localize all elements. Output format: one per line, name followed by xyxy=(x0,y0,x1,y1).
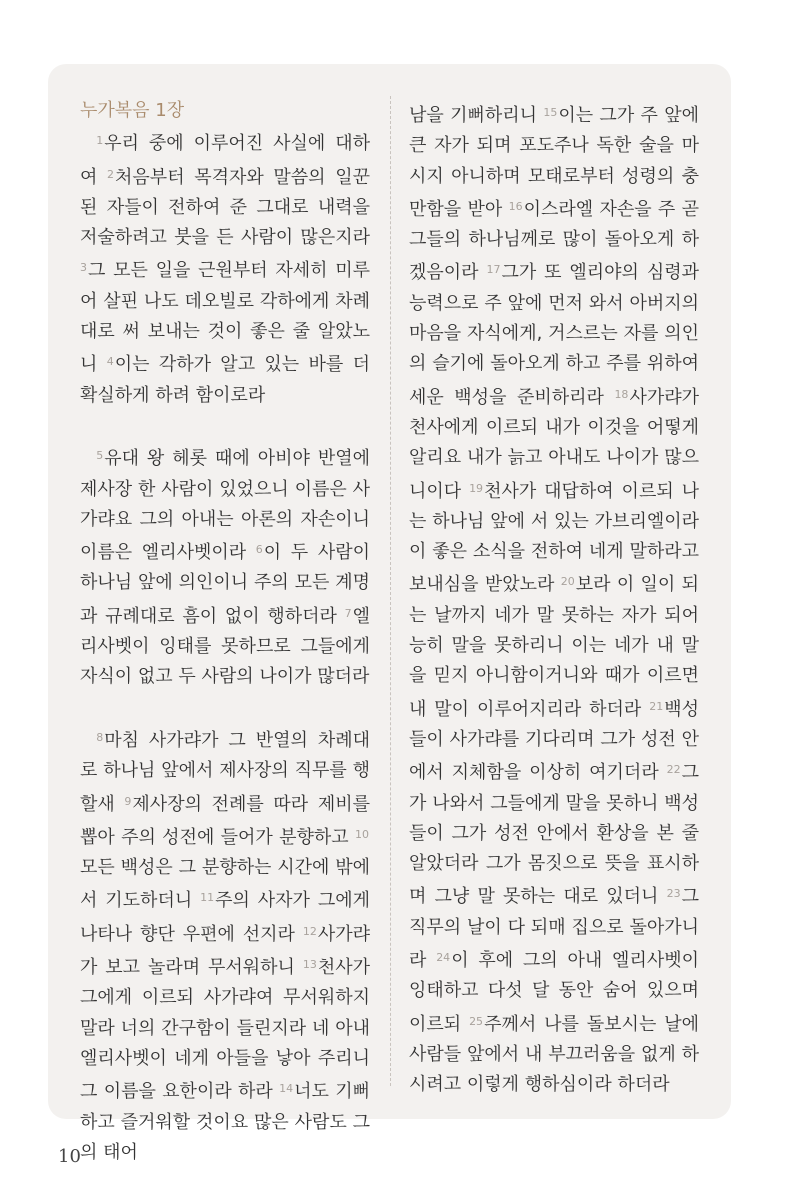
verse-number: 9 xyxy=(124,794,132,808)
verse-number: 14 xyxy=(279,1082,294,1096)
verse-text: 백성들이 사가랴를 기다리며 그가 성전 안에서 지체함을 이상히 여기더라 xyxy=(409,698,699,784)
paragraph xyxy=(80,723,370,1168)
verse-text: 그 모든 일을 근원부터 자세히 미루어 살핀 나도 데오빌로 각하에게 차례대로 써 보내는 것이 좋은 줄 알았노니 xyxy=(80,260,370,376)
verse-text: 천사가 대답하여 이르되 나는 하나님 앞에 서 있는 가브리엘이라 이 좋은 소식을 전하여 네게 말하라고 보내심을 받았노라 xyxy=(409,480,699,596)
paragraph xyxy=(80,126,370,411)
verse-number: 2 xyxy=(107,167,115,181)
verse-number: 19 xyxy=(469,481,484,495)
verse-number: 16 xyxy=(508,199,523,213)
verse-number: 22 xyxy=(666,763,681,777)
left-column xyxy=(80,96,370,1168)
verse-text: 남을 기뻐하리니 xyxy=(409,105,544,126)
paragraph xyxy=(80,441,370,692)
verse-number: 10 xyxy=(355,827,369,841)
verse-text: 모든 백성은 그 분향하는 시간에 밖에서 기도하더니 xyxy=(80,857,370,912)
verse-text: 제사장의 전례를 따라 제비를 뽑아 주의 성전에 들어가 분향하고 xyxy=(80,793,370,848)
verse-text: 그 직무의 날이 다 되매 집으로 돌아가니라 xyxy=(409,886,699,972)
right-column xyxy=(409,98,699,1101)
verse-number: 11 xyxy=(200,891,215,905)
verse-number: 23 xyxy=(666,887,681,901)
verse-number: 17 xyxy=(486,263,501,277)
paragraph xyxy=(409,98,699,1101)
verse-number: 25 xyxy=(469,1014,484,1028)
verse-text: 이 후에 그의 아내 엘리사벳이 잉태하고 다섯 달 동안 숨어 있으며 이르되 xyxy=(409,950,699,1035)
verse-text: 주의 사자가 그에게 나타나 향단 우편에 선지라 xyxy=(80,890,370,945)
verse-text: 주께서 나를 돌보시는 날에 사람들 앞에서 내 부끄러움을 없게 하시려고 이렇게 행하심이라 하더라 xyxy=(409,1013,699,1096)
verse-text: 유대 왕 헤롯 때에 아비야 반열에 제사장 한 사람이 있었으니 이름은 사가랴요 그의 아내는 아론의 자손이니 이름은 엘리사벳이라 xyxy=(80,448,370,564)
verse-number: 6 xyxy=(255,543,263,557)
column-divider xyxy=(390,96,391,1086)
verse-number: 24 xyxy=(436,951,451,965)
verse-text: 이는 그가 주 앞에 큰 자가 되며 포도주나 독한 술을 마시지 아니하며 모태로부터 성령의 충만함을 받아 xyxy=(409,105,699,220)
verse-number: 12 xyxy=(302,924,317,938)
verse-text: 이 두 사람이 하나님 앞에 의인이니 주의 모든 계명과 규례대로 흠이 없이 행하더라 xyxy=(80,542,371,627)
verse-text: 이스라엘 자손을 주 곧 그들의 하나님께로 많이 돌아오게 하겠음이라 xyxy=(409,198,700,284)
verse-text: 너도 기뻐하고 즐거워할 것이요 많은 사람도 그의 태어 xyxy=(80,1081,370,1163)
verse-text: 이는 각하가 알고 있는 바를 더 확실하게 하려 함이로라 xyxy=(80,354,370,406)
verse-text: 엘리사벳이 잉태를 못하므로 그들에게 자식이 없고 두 사람의 나이가 많더라 xyxy=(80,605,370,688)
verse-text: 그가 또 엘리야의 심령과 능력으로 주 앞에 먼저 와서 아버지의 마음을 자식에게, 거스르는 자를 의인의 슬기에 돌아오게 하고 주를 위하여 세운 백성을 준비하리라 xyxy=(409,262,700,408)
verse-text: 사가랴가 보고 놀라며 무서워하니 xyxy=(80,923,370,979)
verse-number: 18 xyxy=(614,387,629,401)
verse-number: 13 xyxy=(302,958,317,972)
verse-number: 1 xyxy=(96,134,104,148)
verse-text: 우리 중에 이루어진 사실에 대하여 xyxy=(80,133,370,188)
chapter-title: 누가복음 1장 xyxy=(80,100,185,121)
verse-number: 21 xyxy=(649,699,664,713)
verse-number: 15 xyxy=(543,106,558,119)
verse-number: 20 xyxy=(560,575,575,589)
verse-text: 천사가 그에게 이르되 사가랴여 무서워하지 말라 너의 간구함이 들린지라 네 아내 엘리사벳이 네게 아들을 낳아 주리니 그 이름을 요한이라 하라 xyxy=(80,957,370,1103)
verse-text: 그가 나와서 그들에게 말을 못하니 백성들이 그가 성전 안에서 환상을 본 줄 알았더라 그가 몸짓으로 뜻을 표시하며 그냥 말 못하는 대로 있더니 xyxy=(409,762,699,908)
verse-number: 4 xyxy=(106,355,114,369)
page-number: 10 xyxy=(58,1146,81,1167)
verse-number: 3 xyxy=(80,261,87,275)
verse-number: 5 xyxy=(96,449,104,463)
verse-text: 보라 이 일이 되는 날까지 네가 말 못하는 자가 되어 능히 말을 못하리니 이는 네가 내 말을 믿지 아니함이거니와 때가 이르면 내 말이 이루어지리라 하더라 xyxy=(409,574,699,720)
verse-number: 7 xyxy=(344,606,352,620)
verse-text: 처음부터 목격자와 말씀의 일꾼 된 자들이 전하여 준 그대로 내력을 저술하려고 붓을 든 사람이 많은지라 xyxy=(80,166,370,249)
verse-text: 마침 사가랴가 그 반열의 차례대로 하나님 앞에서 제사장의 직무를 행할새 xyxy=(80,729,370,815)
verse-text: 사가랴가 천사에게 이르되 내가 이것을 어떻게 알리요 내가 늙고 아내도 나이가 많으니이다 xyxy=(409,386,699,502)
verse-number: 8 xyxy=(96,730,104,744)
